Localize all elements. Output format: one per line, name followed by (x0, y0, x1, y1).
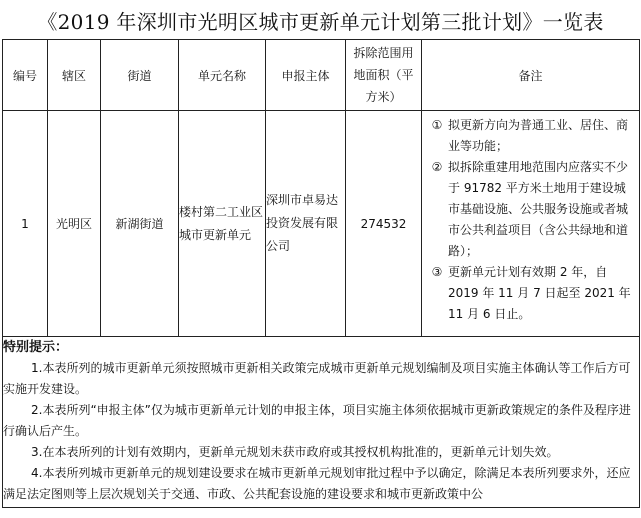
cell-street: 新湖街道 (101, 111, 179, 337)
tip-item: 2.本表所列“申报主体”仅为城市更新单元计划的申报主体，项目实施主体须依据城市更新政策规定的条件及程序进行确认后产生。 (3, 403, 631, 438)
note-text: 拟更新方向为普通工业、居住、商业等功能； (448, 118, 629, 153)
header-unit-name: 单元名称 (179, 40, 266, 111)
remarks-list (422, 111, 639, 329)
tip-item: 1.本表所列的城市更新单元须按照城市更新相关政策完成城市更新单元规划编制及项目实施主体确认等工作后方可实施开发建设。 (3, 361, 631, 396)
cell-district: 光明区 (48, 111, 101, 337)
list-item (426, 157, 633, 262)
page-title: 《2019 年深圳市光明区城市更新单元计划第三批计划》一览表 (37, 10, 604, 34)
note-text: 拟拆除重建用地范围内应落实不少于 91782 平方米土地用于建设城市基础设施、公共服务设施或者城市公共利益项目（含公共绿地和道路）； (448, 160, 629, 258)
tips-row (3, 337, 640, 508)
note-text: 更新单元计划有效期 2 年，自 2019 年 11 月 7 日起至 2021 年 11 月 6 日止。 (448, 265, 631, 321)
cell-applicant: 深圳市卓易达投资发展有限公司 (266, 111, 346, 337)
header-street: 街道 (101, 40, 179, 111)
special-tips (3, 337, 640, 508)
tip-item: 3.在本表所列的计划有效期内，更新单元规划未获市政府或其授权机构批准的，更新单元计划失效。 (31, 445, 559, 459)
header-district: 辖区 (48, 40, 101, 111)
cell-unit-name: 楼村第二工业区城市更新单元 (179, 111, 266, 337)
header-no: 编号 (3, 40, 48, 111)
list-item (426, 262, 633, 325)
header-remarks: 备注 (422, 40, 640, 111)
note-marker: ③ (431, 265, 443, 279)
list-item (426, 115, 633, 157)
note-marker: ① (431, 118, 443, 132)
tip-item: 4.本表所列城市更新单元的规划建设要求在城市更新单元规划审批过程中予以确定，除满足本表所列要求外，还应满足法定图则等上层次规划关于交通、市政、公共配套设施的建设要求和城市更新政策中公 (3, 466, 631, 501)
tips-heading: 特别提示： (3, 340, 69, 355)
table-row (3, 111, 640, 337)
header-area-label: 拆除范围用地面积（平方米） (353, 46, 414, 104)
cell-area: 274532 (346, 111, 422, 337)
plan-table (2, 39, 640, 508)
note-marker: ② (431, 160, 443, 174)
cell-no: 1 (3, 111, 48, 337)
tips-body (3, 358, 639, 505)
header-applicant: 申报主体 (266, 40, 346, 111)
cell-remarks (422, 111, 640, 337)
header-area (346, 40, 422, 111)
header-row (3, 40, 640, 111)
